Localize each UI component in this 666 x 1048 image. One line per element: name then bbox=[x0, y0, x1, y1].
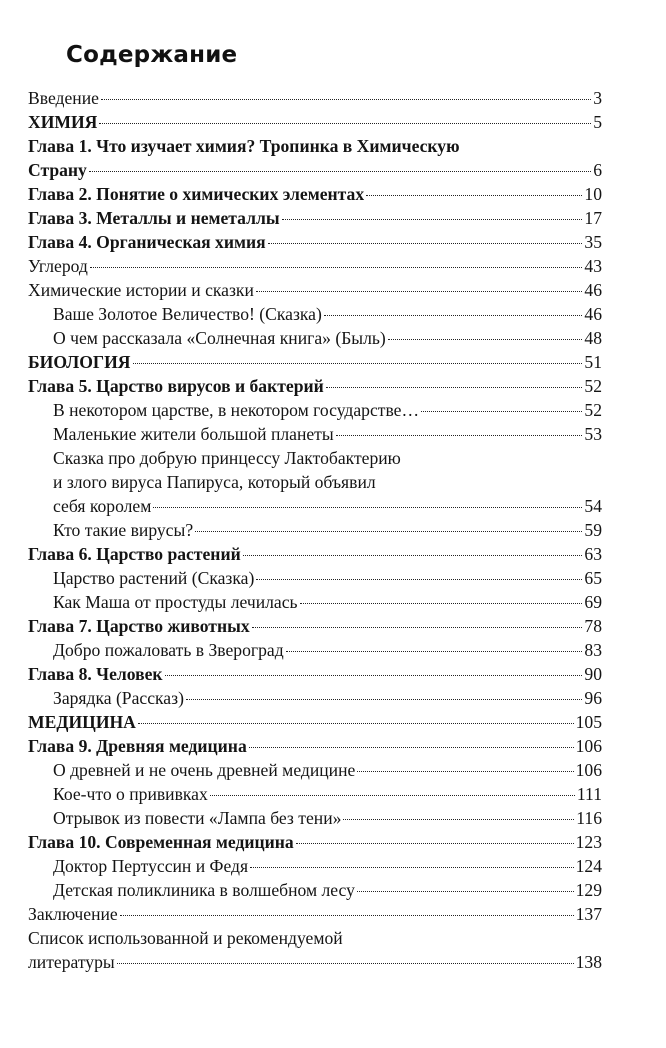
toc-entry-line bbox=[28, 230, 602, 254]
toc-entry bbox=[28, 350, 602, 374]
toc-heading: Содержание bbox=[66, 42, 238, 68]
dot-leader bbox=[282, 219, 583, 220]
toc-entry-line bbox=[53, 806, 602, 830]
toc-entry-page-number: 46 bbox=[584, 280, 602, 300]
toc-entry-line bbox=[53, 518, 602, 542]
toc-entry-title: Кто такие вирусы? bbox=[53, 520, 194, 540]
toc-entry bbox=[28, 182, 602, 206]
toc-entry-line bbox=[53, 302, 602, 326]
toc-entry bbox=[28, 782, 602, 806]
toc-entry-title: ХИМИЯ bbox=[28, 112, 98, 132]
toc-entry bbox=[28, 446, 602, 518]
toc-entry bbox=[28, 206, 602, 230]
dot-leader bbox=[286, 651, 583, 652]
toc-entry bbox=[28, 710, 602, 734]
toc-entry-title: Царство растений (Сказка) bbox=[53, 568, 255, 588]
toc-entry-page-number: 10 bbox=[584, 184, 602, 204]
toc-entry bbox=[28, 110, 602, 134]
toc-entry bbox=[28, 230, 602, 254]
table-of-contents bbox=[28, 86, 602, 974]
toc-entry-page-number: 3 bbox=[593, 88, 602, 108]
toc-entry-title: Зарядка (Рассказ) bbox=[53, 688, 184, 708]
toc-entry-title-line: Сказка про добрую принцессу Лактобактерию bbox=[53, 448, 401, 468]
dot-leader bbox=[138, 723, 574, 724]
toc-entry-line bbox=[53, 782, 602, 806]
dot-leader bbox=[101, 99, 591, 100]
toc-entry-page-number: 106 bbox=[575, 760, 602, 780]
toc-entry-title: Химические истории и сказки bbox=[28, 280, 254, 300]
toc-entry-line bbox=[28, 374, 602, 398]
toc-entry bbox=[28, 854, 602, 878]
toc-entry-title: себя королем bbox=[53, 496, 152, 516]
dot-leader bbox=[336, 435, 583, 436]
toc-entry-title: Глава 10. Современная медицина bbox=[28, 832, 294, 852]
toc-entry-line bbox=[53, 566, 602, 590]
toc-entry bbox=[28, 398, 602, 422]
toc-entry-line bbox=[28, 254, 602, 278]
toc-entry-page-number: 138 bbox=[575, 952, 602, 972]
dot-leader bbox=[296, 843, 574, 844]
toc-entry-line bbox=[28, 110, 602, 134]
dot-leader bbox=[252, 627, 583, 628]
dot-leader bbox=[357, 771, 573, 772]
toc-entry bbox=[28, 878, 602, 902]
toc-entry-page-number: 53 bbox=[584, 424, 602, 444]
dot-leader bbox=[117, 963, 574, 964]
dot-leader bbox=[133, 363, 583, 364]
toc-entry-page-number: 105 bbox=[575, 712, 602, 732]
toc-entry-line bbox=[28, 734, 602, 758]
toc-entry-page-number: 65 bbox=[584, 568, 602, 588]
toc-entry-title: Добро пожаловать в Звероград bbox=[53, 640, 284, 660]
toc-entry-line bbox=[53, 686, 602, 710]
toc-entry-title: Глава 2. Понятие о химических элементах bbox=[28, 184, 365, 204]
toc-entry-line bbox=[28, 830, 602, 854]
toc-entry-page-number: 52 bbox=[584, 376, 602, 396]
toc-entry bbox=[28, 374, 602, 398]
toc-entry bbox=[28, 806, 602, 830]
toc-entry-line bbox=[28, 182, 602, 206]
toc-entry-title: Как Маша от простуды лечилась bbox=[53, 592, 298, 612]
dot-leader bbox=[388, 339, 583, 340]
dot-leader bbox=[249, 747, 574, 748]
toc-entry-title: Маленькие жители большой планеты bbox=[53, 424, 334, 444]
dot-leader bbox=[90, 267, 583, 268]
dot-leader bbox=[186, 699, 582, 700]
toc-entry-title: О чем рассказала «Солнечная книга» (Быль) bbox=[53, 328, 386, 348]
toc-entry-line bbox=[28, 278, 602, 302]
dot-leader bbox=[210, 795, 575, 796]
toc-entry-title: Кое-что о прививках bbox=[53, 784, 208, 804]
toc-entry-title: Глава 3. Металлы и неметаллы bbox=[28, 208, 280, 228]
toc-entry-line bbox=[28, 206, 602, 230]
toc-entry-title: Ваше Золотое Величество! (Сказка) bbox=[53, 304, 322, 324]
toc-entry-page-number: 54 bbox=[584, 496, 602, 516]
toc-entry-title: О древней и не очень древней медицине bbox=[53, 760, 356, 780]
dot-leader bbox=[421, 411, 582, 412]
toc-entry-page-number: 90 bbox=[584, 664, 602, 684]
toc-entry bbox=[28, 86, 602, 110]
toc-entry-page-number: 83 bbox=[584, 640, 602, 660]
toc-entry-page-number: 106 bbox=[575, 736, 602, 756]
toc-entry-line bbox=[53, 758, 602, 782]
toc-entry-title-line: и злого вируса Папируса, который объявил bbox=[53, 472, 376, 492]
dot-leader bbox=[243, 555, 583, 556]
toc-entry-page-number: 123 bbox=[575, 832, 602, 852]
toc-entry-page-number: 35 bbox=[584, 232, 602, 252]
toc-entry-title-line: Глава 1. Что изучает химия? Тропинка в Химическую bbox=[28, 136, 460, 156]
toc-entry-line bbox=[53, 878, 602, 902]
toc-entry-line bbox=[28, 902, 602, 926]
toc-entry-line bbox=[28, 614, 602, 638]
toc-entry bbox=[28, 278, 602, 302]
toc-entry-page-number: 116 bbox=[576, 808, 602, 828]
toc-entry bbox=[28, 734, 602, 758]
toc-entry-page-number: 52 bbox=[584, 400, 602, 420]
toc-entry-title: Введение bbox=[28, 88, 99, 108]
toc-entry-title: Углерод bbox=[28, 256, 88, 276]
toc-entry-page-number: 96 bbox=[584, 688, 602, 708]
dot-leader bbox=[195, 531, 582, 532]
toc-entry-title: Заключение bbox=[28, 904, 118, 924]
toc-entry bbox=[28, 902, 602, 926]
toc-entry-line bbox=[53, 854, 602, 878]
dot-leader bbox=[256, 579, 582, 580]
toc-entry-line bbox=[53, 638, 602, 662]
dot-leader bbox=[366, 195, 582, 196]
toc-entry-page-number: 51 bbox=[584, 352, 602, 372]
toc-entry bbox=[28, 830, 602, 854]
toc-entry-page-number: 78 bbox=[584, 616, 602, 636]
toc-entry-line bbox=[28, 542, 602, 566]
dot-leader bbox=[268, 243, 583, 244]
toc-entry bbox=[28, 926, 602, 974]
toc-entry bbox=[28, 590, 602, 614]
toc-entry bbox=[28, 302, 602, 326]
toc-entry-line bbox=[53, 326, 602, 350]
toc-entry bbox=[28, 662, 602, 686]
dot-leader bbox=[357, 891, 574, 892]
toc-entry-line bbox=[28, 86, 602, 110]
toc-entry-page-number: 59 bbox=[584, 520, 602, 540]
toc-entry-line bbox=[53, 422, 602, 446]
dot-leader bbox=[89, 171, 591, 172]
toc-entry-title: Отрывок из повести «Лампа без тени» bbox=[53, 808, 342, 828]
toc-entry-title: Глава 7. Царство животных bbox=[28, 616, 250, 636]
toc-entry-page-number: 17 bbox=[584, 208, 602, 228]
toc-entry-page-number: 137 bbox=[575, 904, 602, 924]
toc-entry-title: В некотором царстве, в некотором государстве… bbox=[53, 400, 420, 420]
toc-entry-title: МЕДИЦИНА bbox=[28, 712, 136, 732]
dot-leader bbox=[256, 291, 583, 292]
toc-entry-title: Глава 5. Царство вирусов и бактерий bbox=[28, 376, 324, 396]
toc-entry-title-line: Список использованной и рекомендуемой bbox=[28, 928, 343, 948]
dot-leader bbox=[165, 675, 583, 676]
toc-entry-page-number: 5 bbox=[593, 112, 602, 132]
dot-leader bbox=[250, 867, 574, 868]
toc-entry-line bbox=[28, 662, 602, 686]
toc-entry-line bbox=[28, 710, 602, 734]
toc-entry-title: Страну bbox=[28, 160, 87, 180]
toc-entry bbox=[28, 518, 602, 542]
toc-entry bbox=[28, 422, 602, 446]
toc-entry bbox=[28, 566, 602, 590]
toc-entry-title: Доктор Пертуссин и Федя bbox=[53, 856, 249, 876]
dot-leader bbox=[324, 315, 583, 316]
toc-entry bbox=[28, 254, 602, 278]
toc-entry bbox=[28, 686, 602, 710]
toc-entry-line bbox=[53, 590, 602, 614]
toc-entry-line bbox=[28, 350, 602, 374]
toc-entry-line bbox=[53, 398, 602, 422]
toc-entry-page-number: 111 bbox=[576, 784, 602, 804]
toc-entry-title: Глава 4. Органическая химия bbox=[28, 232, 266, 252]
toc-entry-page-number: 63 bbox=[584, 544, 602, 564]
toc-entry-title: БИОЛОГИЯ bbox=[28, 352, 131, 372]
toc-entry-title: Глава 9. Древняя медицина bbox=[28, 736, 247, 756]
toc-entry-page-number: 6 bbox=[593, 160, 602, 180]
toc-entry bbox=[28, 134, 602, 182]
toc-entry-page-number: 43 bbox=[584, 256, 602, 276]
toc-entry-page-number: 69 bbox=[584, 592, 602, 612]
toc-entry-title: литературы bbox=[28, 952, 115, 972]
dot-leader bbox=[120, 915, 574, 916]
dot-leader bbox=[153, 507, 582, 508]
toc-entry-line bbox=[53, 494, 602, 518]
toc-entry-page-number: 129 bbox=[575, 880, 602, 900]
toc-entry bbox=[28, 614, 602, 638]
toc-entry bbox=[28, 638, 602, 662]
toc-entry-line bbox=[28, 950, 602, 974]
dot-leader bbox=[99, 123, 591, 124]
toc-entry bbox=[28, 542, 602, 566]
toc-entry bbox=[28, 758, 602, 782]
dot-leader bbox=[300, 603, 583, 604]
toc-entry-page-number: 48 bbox=[584, 328, 602, 348]
toc-entry bbox=[28, 326, 602, 350]
dot-leader bbox=[326, 387, 583, 388]
toc-entry-line bbox=[28, 158, 602, 182]
dot-leader bbox=[343, 819, 574, 820]
toc-entry-title: Глава 8. Человек bbox=[28, 664, 163, 684]
toc-entry-title: Глава 6. Царство растений bbox=[28, 544, 241, 564]
toc-entry-page-number: 124 bbox=[575, 856, 602, 876]
toc-entry-title: Детская поликлиника в волшебном лесу bbox=[53, 880, 355, 900]
toc-entry-page-number: 46 bbox=[584, 304, 602, 324]
